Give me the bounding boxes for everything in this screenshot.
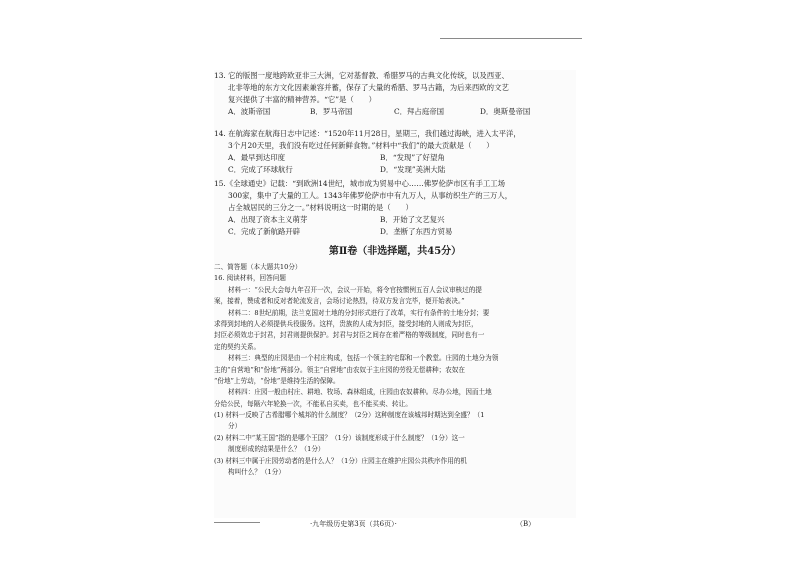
material-line: 定的契约关系。 — [214, 342, 261, 351]
sub-question-line: (2) 材料二中“某王国”指的是哪个王国？（1分）该制度形成于什么制度？（1分）这一 — [214, 433, 465, 442]
answer-options — [214, 226, 576, 238]
question-stem-line: 15.《全球通史》记载：“到欧洲14世纪，城市成为贸易中心……佛罗伦萨市区有手工工场 — [214, 179, 506, 188]
sub-question-line: (3) 材料三中属于庄园劳动者的是什么人？（1分）庄园主在维护庄园公共秩序作用的机 — [214, 456, 468, 465]
option-c: C．拜占庭帝国 — [394, 107, 444, 116]
question-stem-line: 占全城居民的三分之一。”材料说明这一时期的是（ ） — [228, 203, 413, 212]
sub-question-line: 构叫什么？（1分） — [228, 468, 285, 477]
question-stem-line: 3个月20天里，我们没有吃过任何新鲜食物。”材料中“我们”的最大贡献是（ ） — [228, 141, 494, 150]
question-stem-line: 北非等地的东方文化因素兼容并蓄，保存了大量的希腊、罗马古籍，为后来西欧的文艺 — [228, 83, 509, 92]
material-line: 材料四：庄园一般由村庄、耕地、牧场、森林组成，庄园由农奴耕种。尽办公地，因而土地 — [228, 388, 492, 397]
sub-question-line: (1) 材料一反映了古希腊哪个城邦的什么制度？（2分）这种制度在该城邦时期达到全盛？（1 — [214, 411, 485, 420]
answer-options — [214, 152, 576, 164]
answer-options — [214, 106, 576, 118]
answer-options — [214, 164, 576, 176]
option-b: B．开始了文艺复兴 — [380, 215, 445, 224]
material-line: 求得到封地的人必须提供兵役服务。这样，贵族的人成为封臣，接受封地的人则成为封臣， — [214, 319, 478, 328]
option-d: D．垄断了东西方贸易 — [380, 227, 453, 236]
option-a: A．出现了资本主义萌芽 — [228, 215, 308, 224]
material-line: 材料二：8世纪前期，法兰克国对土地的分封形式进行了改革，实行有条件的土地分封；要 — [228, 308, 490, 317]
material-line: 材料一：“公民大会每九年召开一次，会议一开始，将令官按惯例五百人会议审核过的提 — [228, 285, 482, 294]
material-line: “份地”上劳动，“份地”是维持生活的保障。 — [214, 376, 340, 385]
answer-options — [214, 214, 576, 226]
material-line: 案，接着，赞成者和反对者轮流发言，会场讨论热烈，待双方发言完毕，便开始表决。” — [214, 297, 465, 306]
page-info: ·九年级历史第3页（共6页）· — [310, 520, 397, 528]
question-15 — [214, 178, 576, 238]
question-stem-line: 13. 它的版图一度地跨欧亚非三大洲，它对基督教、希腊罗马的古典文化传统，以及西亚、 — [214, 71, 509, 80]
part2-line: 二、简答题（本大题共10分） — [214, 263, 302, 271]
question-14 — [214, 128, 576, 176]
paper-code: （B） — [516, 520, 536, 528]
part2-content — [214, 262, 576, 478]
option-d: D．奥斯曼帝国 — [480, 107, 531, 116]
bottom-left-rule — [214, 522, 260, 523]
question-stem-line: 复兴提供了丰富的精神营养。“它”是（ ） — [228, 95, 376, 104]
question-stem-line: 14. 在航海家在航海日志中记述：“1520年11月28日，星期三，我们越过海峡，进入太平洋， — [214, 129, 521, 138]
material-line: 材料三：典型的庄园是由一个村庄构成，包括一个领主的宅邸和一个教堂。庄园的土地分为领 — [228, 354, 499, 363]
material-line: 分给公民，每隔六年轮换一次，不能私自买卖，也不能买卖、转让。 — [214, 399, 412, 408]
option-a: A．最早到达印度 — [228, 153, 286, 162]
sub-question-line: 分） — [228, 422, 242, 431]
material-line: 主的“自营地”和“份地”两部分。领主“自营地”由农奴于主庄园的劳役无偿耕种；农奴在 — [214, 365, 466, 374]
material-line: 封臣必须效忠于封君，封君则提供保护。封君与封臣之间存在着严格的等级制度，同时也有一 — [214, 331, 485, 340]
question-13 — [214, 70, 576, 118]
option-a: A．波斯帝国 — [228, 107, 271, 116]
part2-line: 16. 阅读材料，回答问题 — [214, 274, 286, 283]
section-title: 第Ⅱ卷（非选择题，共45分） — [328, 246, 462, 257]
option-b: B．罗马帝国 — [310, 107, 353, 116]
question-stem-line: 300家，集中了大量的工人。1343年佛罗伦萨市中有九万人，从事纺织生产的三万人， — [228, 191, 513, 200]
option-c: C．完成了环球航行 — [228, 165, 293, 174]
sub-question-line: 制度形成的结果是什么？（1分） — [228, 445, 325, 454]
top-right-rule — [440, 38, 582, 39]
option-d: D．“发现”美洲大陆 — [380, 165, 446, 174]
option-c: C．完成了新航路开辟 — [228, 227, 301, 236]
exam-page — [214, 70, 576, 528]
option-b: B．“发现”了好望角 — [380, 153, 445, 162]
